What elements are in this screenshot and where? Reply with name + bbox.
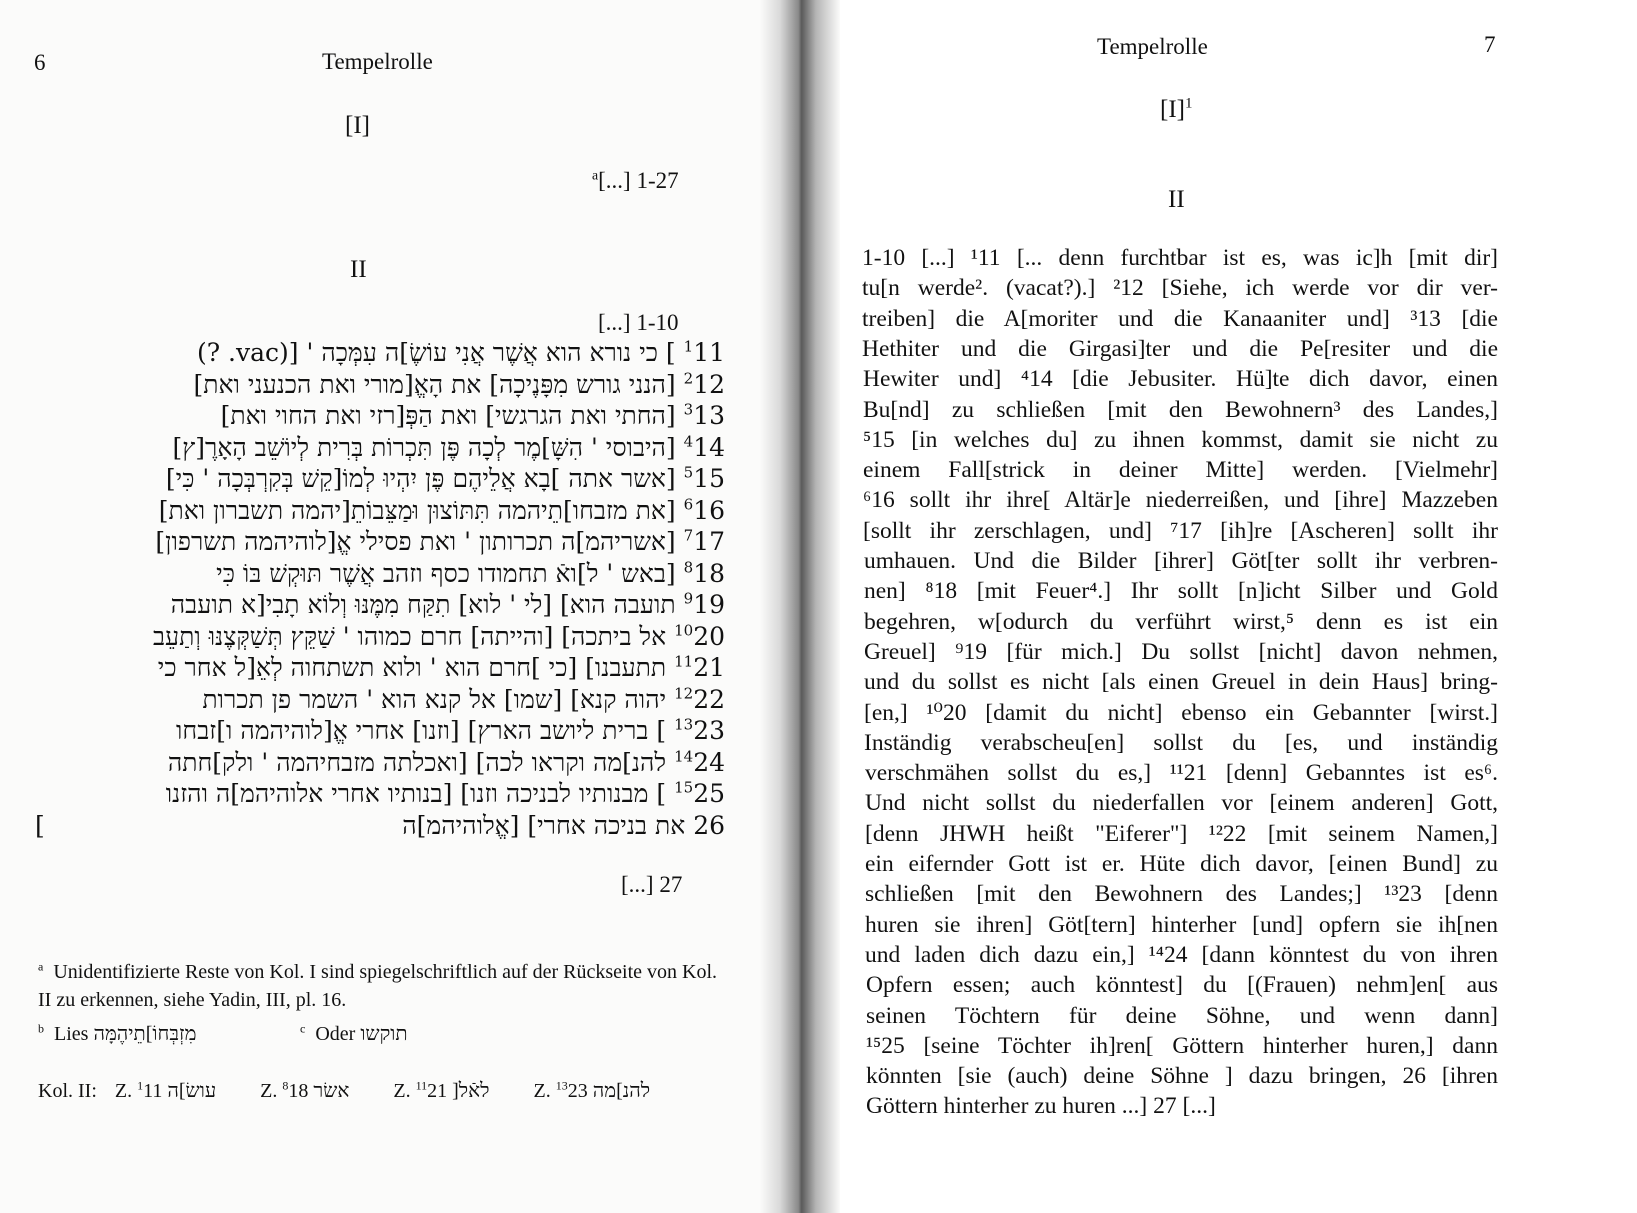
text-line: 1-10 [...] ¹11 [... denn furchtbar ist es, was ic]h [mit dir] <box>862 245 1498 271</box>
hebrew-line-text: להנ]מה וקראו לכה] [ואכלתה מזבחיהמה ' ולק]חתה <box>167 747 667 777</box>
hebrew-line <box>35 715 725 747</box>
column-heading <box>1160 96 1192 124</box>
line-number: $^{11}$21 <box>674 652 725 682</box>
text-line: Göttern hinterher zu huren ...] 27 [...] <box>866 1093 1216 1120</box>
hebrew-line <box>35 400 725 432</box>
hebrew-line <box>35 558 725 590</box>
hebrew-line <box>35 589 725 621</box>
running-head: Tempelrolle <box>1097 34 1208 59</box>
hebrew-line-text: [אשר אתה ]בָא אֲלֵיהֶם פֶּן יִהְיוּ לְמוֹ[קֵשׁ בְּקִרְבְּכָה ' כִּי] <box>165 464 676 493</box>
text-line: ⁶16 sollt ihr ihre[ Altär]e niederreißen, und [ihre] Mazzeben <box>863 487 1498 514</box>
text-line: könnten [sie (auch) deine Söhne ] dazu bringen, 26 [ihren <box>866 1063 1498 1090</box>
line-number: $^6$16 <box>683 495 725 525</box>
line-number: $^{15}$25 <box>674 778 725 808</box>
text-line: tu[n werde². (vacat?).] ²12 [Siehe, ich werde vor dir ver- <box>862 275 1498 302</box>
text-line: einem Fall[strick in deiner Mitte] werden. [Vielmehr] <box>863 457 1498 484</box>
hebrew-line <box>35 495 725 527</box>
hebrew-line-text: [הנני גורש מִפָּנֶיכָה] את הָאֱ[מורי ואת הכנעני ואת] <box>193 369 676 399</box>
page-number: 6 <box>34 50 46 75</box>
text-line: [sollt ihr zerschlagen, und] ⁷17 [ih]re [Ascheren] sollt ihr <box>863 517 1498 544</box>
bracket-mark: [ <box>35 810 45 840</box>
hebrew-line-text: [באש ' ל]ואֿ תחמודו כסף וזהב אֲשֶׁר תּוּקְשׁ בּוֹ כִּי <box>216 558 676 588</box>
text-line: Bu[nd] zu schließen [mit den Bewohnern³ des Landes,] <box>863 396 1498 423</box>
hebrew-line <box>35 432 725 464</box>
footnote-marker: b <box>38 1021 44 1036</box>
line-number: $^{14}$24 <box>674 747 725 777</box>
footnote-text: Oder תוקשו <box>315 1023 408 1045</box>
footnote-marker: 1 <box>1184 95 1193 112</box>
text-line: ¹⁵25 [seine Töchter ih]ren[ Göttern hinterher huren,] dann <box>866 1032 1498 1059</box>
reading-item: Z. $^{11}$21 לאֿל[ <box>393 1078 490 1102</box>
section-heading: II <box>350 256 367 283</box>
hebrew-line <box>35 747 725 779</box>
hebrew-line <box>35 778 725 810</box>
reading-item: Z. $^8$18 אשׂר <box>260 1078 350 1102</box>
text-line: [en,] ¹⁰20 [damit du nicht] ebenso ein Gebannter [wirst.] <box>864 699 1498 726</box>
footnote-b <box>38 1023 196 1046</box>
note-line-text: [...] 1-27 <box>598 168 679 193</box>
hebrew-line-text: אל ביתכה] [והייתה] חרם כמוהו ' שַׁקֵּץ תְּשַׁקְּצֶנּוּ וְתַעֵב <box>152 621 667 651</box>
footnote-c <box>300 1023 408 1046</box>
hebrew-line <box>35 526 725 558</box>
hebrew-line <box>35 652 725 684</box>
hebrew-line-text: ] כי נורא הוא אֲשֶׁר אֲנִי עוֹשֶׂ]ה עִמְּכָה ' [(vac. ?) <box>196 338 676 367</box>
hebrew-line-text: [אשריהמ]ה תכרותון ' ואת פסילי אֱ[לוהיהמה תשרפון] <box>155 527 676 556</box>
hebrew-line <box>35 463 725 495</box>
line-number: $^{10}$20 <box>674 621 725 651</box>
section-heading: II <box>1168 186 1185 213</box>
text-line: Greuel] ⁹19 [für mich.] Du sollst [nicht] davon nehmen, <box>864 638 1498 665</box>
line-number: $^7$17 <box>683 526 725 556</box>
line-number: $^1$11 <box>683 337 725 367</box>
hebrew-line <box>35 337 725 369</box>
text-line: ⁵15 [in welches du] zu ihnen kommst, damit sie nicht zu <box>863 426 1498 453</box>
text-line: seinen Töchtern für deine Söhne, und wenn dann] <box>866 1002 1498 1029</box>
line-number: $^{12}$22 <box>674 684 725 714</box>
footnote-text: Lies מִזְבְּחוֹ]תֵיהֶמָּה <box>54 1023 197 1045</box>
reading-item: Z. $^{13}$23 להנ]מה <box>533 1078 651 1102</box>
line-number: $^8$18 <box>683 558 725 588</box>
text-line: und laden dich dazu ein,] ¹⁴24 [dann könntest du von ihren <box>865 941 1498 968</box>
footnote-marker: c <box>300 1021 306 1036</box>
line-number: 26 <box>693 810 725 840</box>
footnote-text: Unidentifizierte Reste von Kol. I sind spiegelschriftlich auf der Rückseite von Kol. II zu erkennen, siehe Yadin, III, pl. 16. <box>38 961 718 1011</box>
hebrew-line-text: ] מבנותיו לבניכה וזנו] [בנותיו אחרי אלוהיהמ]ה והזנו <box>165 779 667 808</box>
line-number: $^9$19 <box>683 589 725 619</box>
text-line: und du sollst es nicht [als einen Greuel in dein Haus] bring- <box>864 669 1498 696</box>
note-line <box>592 168 679 194</box>
hebrew-line-text: [החתי ואת הגרגשי] ואת הַפְּ[רזי ואת החוי ואת] <box>220 401 676 430</box>
hebrew-line-text: את בניכה אחרי] [אֱלוהיהמ]ה <box>402 810 686 840</box>
hebrew-line <box>35 810 725 842</box>
text-line: ein eifernder Gott ist er. Hüte dich davor, [einen Bund] zu <box>865 851 1498 877</box>
hebrew-line-text: תועבה הוא] [לי ' לוא] תִקַּח מִמֶּנּוּ וְלוֹא תָבִי[א תועבה <box>170 590 676 619</box>
text-line: Inständig verabscheu[en] sollst du [es, und inständig <box>864 729 1498 756</box>
hebrew-line-text: [היבוסי ' הִשָּׁ]מֶר לְכָה פֶּן תִּכְרוֹת בְּרִית לְיוֹשֵׁב הָאָרֶ[ץ] <box>172 432 676 462</box>
text-line: Hethiter und die Girgasi]ter und die Pe[resiter und die <box>862 335 1498 362</box>
text-line: begehren, w[odurch du verführt wirst,⁵ denn es ist ein <box>864 608 1498 635</box>
outro-line: [...] 27 <box>621 872 683 897</box>
left-page <box>0 0 800 1213</box>
running-head: Tempelrolle <box>322 49 433 74</box>
text-line: treiben] die A[moriter und die Kanaaniter und] ³13 [die <box>862 305 1498 332</box>
text-line: Opfern essen; auch könntest] du [(Frauen) nehm]en[ aus <box>866 972 1498 999</box>
text-line: Und nicht sollst du niederfallen vor [einem anderen] Gott, <box>865 790 1498 817</box>
footnote-marker: a <box>38 959 44 974</box>
text-line: schließen [mit den Bewohnern des Landes;] ¹³23 [denn <box>865 881 1498 908</box>
text-line: verschmähen sollst du es,] ¹¹21 [denn] Gebanntes ist es⁶. <box>865 760 1498 787</box>
hebrew-line-text: ] ברית ליושב הארץ] [וזנו] אחרי אֱ[לוהיהמה ו]זבחו <box>176 716 667 745</box>
page-number: 7 <box>1484 32 1496 57</box>
reading-item: Z. $^1$11 עושׂ]ה <box>114 1078 217 1102</box>
hebrew-line-text: [את מזבחו]תֵיהמה תִּתּוֹצוּן וּמַצֵּבוֹתֵ[יהמה תשברון ואת] <box>158 495 676 525</box>
text-line: umhauen. Und die Bilder [ihrer] Göt[ter sollt ihr verbren- <box>864 548 1498 574</box>
intro-line: [...] 1-10 <box>598 310 679 335</box>
text-line: Hewiter und] ⁴14 [die Jebusiter. Hü]te dich davor, einen <box>863 366 1498 393</box>
hebrew-line-text: תתעבנו] [כי ]חרם הוא ' ולוא תשתחוה לְאֵ[ל אחר כי <box>157 653 667 682</box>
text-line: huren sie ihren] Göt[tern] hinterher [und] opfern sie ih[nen <box>865 911 1498 938</box>
hebrew-line <box>35 621 725 653</box>
column-heading: [I] <box>345 112 370 139</box>
line-number: $^{13}$23 <box>674 715 725 745</box>
column-heading-text: [I] <box>1160 96 1185 123</box>
readings-line <box>38 1080 650 1103</box>
hebrew-line <box>35 369 725 401</box>
hebrew-line <box>35 684 725 716</box>
line-number: $^2$12 <box>683 369 725 399</box>
footnote-a <box>38 958 728 1014</box>
footnote-marker: a <box>592 167 599 183</box>
text-line: nen] ⁸18 [mit Feuer⁴.] Ihr sollt [n]icht Silber und Gold <box>864 578 1498 605</box>
line-number: $^5$15 <box>683 463 725 493</box>
line-number: $^4$14 <box>683 432 725 462</box>
line-number: $^3$13 <box>683 400 725 430</box>
hebrew-line-text: יהוה קנא] [שמו] אל קנא הוא ' השמר פן תכרות <box>202 684 667 714</box>
text-line: [denn JHWH heißt "Eiferer"] ¹²22 [mit seinem Namen,] <box>865 820 1498 847</box>
readings-prefix: Kol. II: <box>38 1080 97 1102</box>
